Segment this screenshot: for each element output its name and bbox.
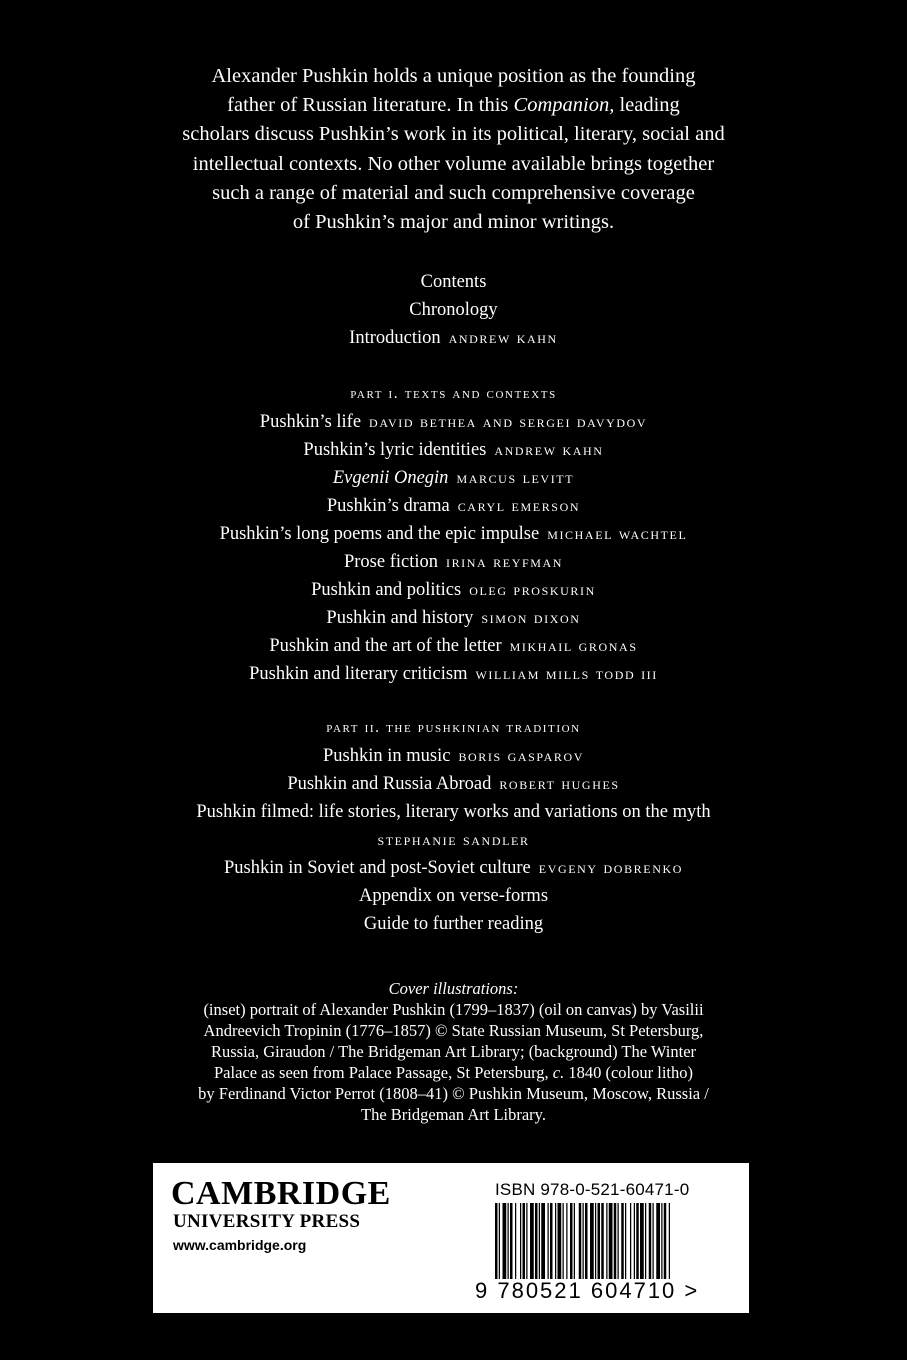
contents-item bbox=[100, 882, 807, 910]
barcode-bar bbox=[664, 1203, 667, 1279]
barcode-bar bbox=[583, 1203, 584, 1279]
publisher-name: CAMBRIDGE bbox=[171, 1175, 391, 1212]
barcode-bar bbox=[601, 1203, 604, 1279]
barcode-bar bbox=[614, 1203, 617, 1279]
barcode-bar bbox=[649, 1203, 652, 1279]
front-matter bbox=[100, 268, 807, 352]
barcode-bar bbox=[535, 1203, 538, 1279]
barcode-bar bbox=[530, 1203, 534, 1279]
barcode-bar bbox=[656, 1203, 660, 1279]
contents-list bbox=[100, 268, 807, 938]
item-author: michael wachtel bbox=[547, 524, 688, 543]
barcode-bar bbox=[495, 1203, 498, 1279]
publisher-press: UNIVERSITY PRESS bbox=[173, 1211, 361, 1232]
barcode-bar bbox=[634, 1203, 635, 1279]
barcode-bar bbox=[585, 1203, 588, 1279]
item-title: Pushkin’s long poems and the epic impulse bbox=[219, 524, 540, 544]
blurb-line: Alexander Pushkin holds a unique position as the founding bbox=[211, 65, 696, 87]
item-title: Pushkin and the art of the letter bbox=[269, 636, 502, 656]
item-author: caryl emerson bbox=[457, 496, 581, 515]
blurb-text: father of Russian literature. In this bbox=[227, 94, 514, 117]
item-title: Appendix on verse-forms bbox=[358, 886, 549, 906]
publisher-url: www.cambridge.org bbox=[173, 1237, 307, 1253]
contents-item bbox=[100, 492, 807, 520]
item-title: Pushkin and Russia Abroad bbox=[287, 774, 492, 794]
contents-item bbox=[100, 632, 807, 660]
item-author: simon dixon bbox=[481, 608, 581, 627]
item-title: Pushkin and history bbox=[326, 608, 474, 628]
barcode-bar bbox=[636, 1203, 639, 1279]
credits-heading bbox=[150, 978, 757, 999]
item-title: Chronology bbox=[409, 300, 498, 320]
barcode-bar bbox=[499, 1203, 500, 1279]
credits-heading-text: Cover illustrations: bbox=[388, 979, 519, 998]
barcode-bar bbox=[630, 1203, 631, 1279]
item-title: Pushkin’s drama bbox=[326, 496, 450, 516]
credits-line bbox=[150, 1062, 757, 1083]
blurb-text: leading bbox=[614, 94, 680, 117]
barcode-bar bbox=[606, 1203, 607, 1279]
blurb-line: such a range of material and such comprehensive coverage bbox=[212, 181, 695, 204]
contents-item bbox=[100, 464, 807, 492]
barcode-bar bbox=[520, 1203, 521, 1279]
barcode-bar bbox=[579, 1203, 582, 1279]
credits-line: Russia, Giraudon / The Bridgeman Art Library; (background) The Winter bbox=[210, 1042, 697, 1061]
blurb-line bbox=[140, 91, 767, 120]
item-title: Pushkin and literary criticism bbox=[249, 664, 468, 684]
barcode-bar bbox=[566, 1203, 567, 1279]
barcode-bar bbox=[539, 1203, 540, 1279]
credits-text: Palace as seen from Palace Passage, St Petersburg, bbox=[214, 1063, 553, 1082]
item-author: marcus levitt bbox=[456, 468, 575, 487]
item-title: Evgenii Onegin bbox=[332, 468, 449, 488]
barcode-bar bbox=[558, 1203, 562, 1279]
contents-item bbox=[100, 576, 807, 604]
contents-item bbox=[100, 770, 807, 798]
credits-line: by Ferdinand Victor Perrot (1808–41) © Pushkin Museum, Moscow, Russia / bbox=[198, 1084, 709, 1103]
item-author: irina reyfman bbox=[445, 552, 564, 571]
item-author: andrew kahn bbox=[448, 328, 558, 347]
barcode-bar bbox=[640, 1203, 644, 1279]
barcode-bar bbox=[570, 1203, 573, 1279]
item-title: Pushkin and politics bbox=[311, 580, 462, 600]
part-heading: part ii. the pushkinian tradition bbox=[326, 719, 581, 736]
item-author: andrew kahn bbox=[494, 440, 604, 459]
publisher-barcode-panel bbox=[153, 1163, 749, 1313]
item-author: stephanie sandler bbox=[377, 830, 530, 849]
barcode-bar bbox=[563, 1203, 564, 1279]
contents-item bbox=[100, 436, 807, 464]
item-title: Pushkin in Soviet and post-Soviet culture bbox=[223, 858, 531, 878]
part-two bbox=[100, 714, 807, 938]
isbn-label: ISBN 978-0-521-60471-0 bbox=[495, 1180, 690, 1199]
contents-item bbox=[100, 520, 807, 548]
part-one bbox=[100, 380, 807, 688]
item-title: Pushkin in music bbox=[322, 746, 451, 766]
blurb-line: scholars discuss Pushkin’s work in its political, literary, social and bbox=[182, 123, 725, 146]
contents-item bbox=[100, 548, 807, 576]
item-author: oleg proskurin bbox=[469, 580, 596, 599]
item-author: evgeny dobrenko bbox=[538, 858, 684, 877]
item-title: Introduction bbox=[349, 328, 441, 348]
barcode-icon bbox=[493, 1203, 733, 1279]
barcode-bar bbox=[595, 1203, 596, 1279]
blurb-line: of Pushkin’s major and minor writings. bbox=[292, 211, 615, 234]
contents-item bbox=[100, 826, 807, 854]
barcode-bar bbox=[653, 1203, 654, 1279]
credits-line: (inset) portrait of Alexander Pushkin (1799–1837) (oil on canvas) by Vasilii bbox=[203, 1000, 704, 1019]
contents-item bbox=[100, 660, 807, 688]
item-author: mikhail gronas bbox=[509, 636, 638, 655]
barcode-bar bbox=[523, 1203, 526, 1279]
item-title: Guide to further reading bbox=[363, 914, 544, 934]
credits-line: The Bridgeman Art Library. bbox=[361, 1105, 546, 1124]
part-heading: part i. texts and contexts bbox=[350, 385, 557, 402]
contents-item bbox=[100, 408, 807, 436]
contents-item bbox=[100, 910, 807, 938]
item-title: Pushkin filmed: life stories, literary works and variations on the myth bbox=[196, 802, 711, 822]
item-author: david bethea and sergei davydov bbox=[369, 412, 648, 431]
blurb-line: intellectual contexts. No other volume available brings together bbox=[192, 152, 715, 175]
barcode-bar bbox=[598, 1203, 601, 1279]
barcode-bar bbox=[541, 1203, 545, 1279]
item-title: Prose fiction bbox=[343, 552, 438, 572]
barcode-bar bbox=[508, 1203, 509, 1279]
item-author: william mills todd iii bbox=[475, 664, 658, 683]
item-author: robert hughes bbox=[499, 774, 620, 793]
barcode-bar bbox=[669, 1203, 670, 1279]
credits-emphasis: c. bbox=[552, 1063, 565, 1082]
barcode-bar bbox=[625, 1203, 626, 1279]
barcode-bar bbox=[621, 1203, 624, 1279]
item-title: Pushkin’s lyric identities bbox=[303, 440, 487, 460]
barcode-bar bbox=[515, 1203, 516, 1279]
barcode-bar bbox=[503, 1203, 507, 1279]
barcode-bar bbox=[510, 1203, 513, 1279]
contents-item bbox=[100, 742, 807, 770]
barcode-bar bbox=[609, 1203, 613, 1279]
barcode-digits: 9 780521 604710 > bbox=[475, 1278, 700, 1303]
barcode-bar bbox=[550, 1203, 553, 1279]
contents-item bbox=[100, 798, 807, 826]
barcode-bar bbox=[526, 1203, 527, 1279]
contents-item bbox=[100, 604, 807, 632]
barcode-bar bbox=[548, 1203, 549, 1279]
cover-credits bbox=[150, 978, 757, 1125]
contents-item bbox=[100, 268, 807, 296]
barcode-bar bbox=[574, 1203, 575, 1279]
barcode-bar bbox=[661, 1203, 662, 1279]
item-title: Contents bbox=[420, 272, 487, 292]
barcode-bar bbox=[590, 1203, 594, 1279]
contents-item bbox=[100, 854, 807, 882]
contents-item bbox=[100, 296, 807, 324]
blurb-paragraph bbox=[140, 62, 767, 237]
barcode-bar bbox=[618, 1203, 619, 1279]
blurb-emphasis: Companion, bbox=[513, 94, 615, 117]
contents-item bbox=[100, 324, 807, 352]
barcode-bar bbox=[555, 1203, 556, 1279]
credits-text: 1840 (colour litho) bbox=[564, 1063, 693, 1082]
barcode-bar bbox=[645, 1203, 646, 1279]
credits-line: Andreevich Tropinin (1776–1857) © State Russian Museum, St Petersburg, bbox=[203, 1021, 704, 1040]
item-author: boris gasparov bbox=[458, 746, 585, 765]
item-title: Pushkin’s life bbox=[259, 412, 362, 432]
